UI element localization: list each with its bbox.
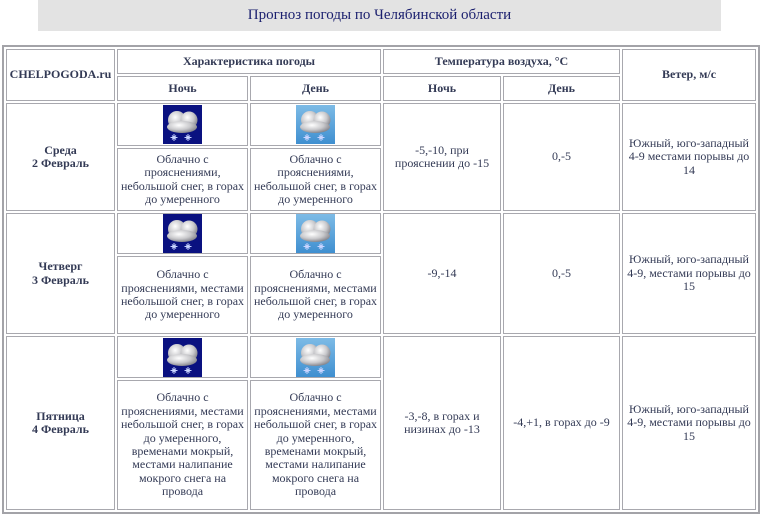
wind: Южный, юго-западный 4-9 местами порывы до 14 [622, 103, 756, 211]
day-description: Облачно с прояснениями, местами небольшой снег, в горах до умеренного, временами мокрый, местами налипание мокрого снега на провода [250, 380, 381, 510]
weather-day-header: День [250, 76, 381, 101]
day-icon-cell [250, 103, 381, 146]
wind: Южный, юго-западный 4-9, местами порывы до 15 [622, 336, 756, 510]
night-description: Облачно с прояснениями, небольшой снег, в горах до умеренного [117, 148, 248, 211]
day-cell [6, 213, 115, 334]
night-description: Облачно с прояснениями, местами небольшой снег, в горах до умеренного, временами мокрый, местами налипание мокрого снега на провода [117, 380, 248, 510]
page-title: Прогноз погоды по Челябинской области [247, 7, 512, 23]
day-icon-cell [250, 213, 381, 254]
day-cell [6, 103, 115, 211]
day-icon-cell [250, 336, 381, 378]
night-icon-cell [117, 213, 248, 254]
wind: Южный, юго-западный 4-9, местами порывы до 15 [622, 213, 756, 334]
page-title-banner [38, 0, 721, 31]
cloud-snow-night-icon [163, 105, 202, 144]
table-row [6, 336, 756, 378]
brand-cell: CHELPOGODA.ru [6, 49, 115, 101]
temp-group-header: Температура воздуха, °С [383, 49, 620, 74]
cloud-snow-day-icon [296, 338, 335, 377]
weekday: Четверг [38, 259, 83, 274]
weather-group-header: Характеристика погоды [117, 49, 381, 74]
cloud-snow-night-icon [163, 338, 202, 377]
cloud-snow-day-icon [296, 105, 335, 144]
weather-night-header: Ночь [117, 76, 248, 101]
wind-header: Ветер, м/с [622, 49, 756, 101]
temp-day: 0,-5 [503, 103, 620, 211]
temp-night-header: Ночь [383, 76, 501, 101]
temp-day-header: День [503, 76, 620, 101]
table-row [6, 103, 756, 146]
temp-day: -4,+1, в горах до -9 [503, 336, 620, 510]
date: 4 Февраль [32, 422, 89, 436]
temp-night: -3,-8, в горах и низинах до -13 [383, 336, 501, 510]
temp-day: 0,-5 [503, 213, 620, 334]
day-description: Облачно с прояснениями, небольшой снег, в горах до умеренного [250, 148, 381, 211]
day-description: Облачно с прояснениями, местами небольшой снег, в горах до умеренного [250, 256, 381, 334]
date: 3 Февраль [32, 272, 89, 287]
night-icon-cell [117, 336, 248, 378]
cloud-snow-night-icon [163, 214, 202, 253]
day-cell [6, 336, 115, 510]
cloud-snow-day-icon [296, 214, 335, 253]
date: 2 Февраль [32, 156, 89, 170]
weekday: Среда [44, 142, 77, 157]
temp-night: -5,-10, при прояснении до -15 [383, 103, 501, 211]
night-icon-cell [117, 103, 248, 146]
weekday: Пятница [36, 408, 85, 423]
temp-night: -9,-14 [383, 213, 501, 334]
night-description: Облачно с прояснениями, местами небольшой снег, в горах до умеренного [117, 256, 248, 334]
table-row [6, 213, 756, 254]
forecast-table [2, 45, 760, 514]
